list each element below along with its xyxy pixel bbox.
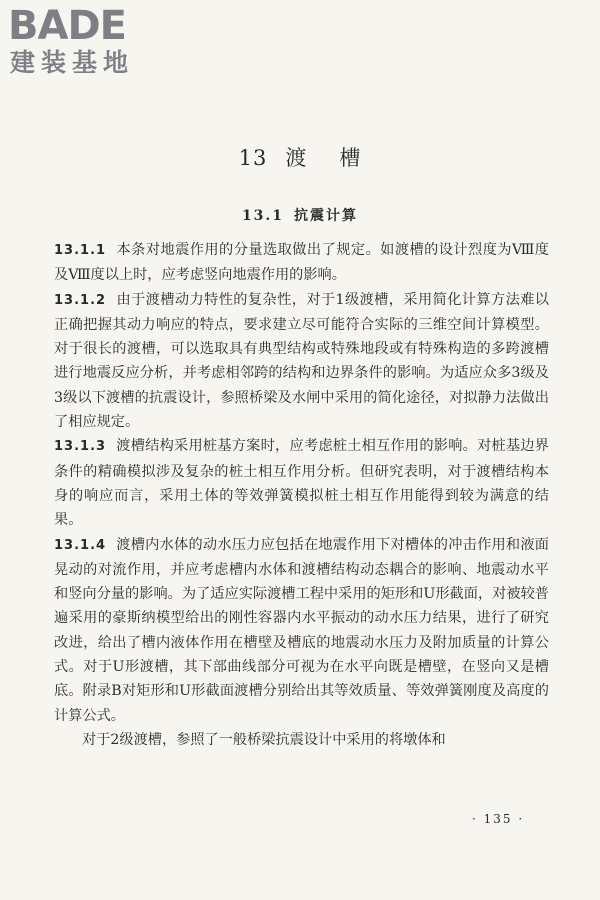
clause-number: 13.1.1 [54,243,107,258]
chapter-number: 13 [238,146,268,170]
publisher-logo [8,4,178,78]
clause-number: 13.1.3 [54,439,107,455]
clause-text: 由于渡槽动力特性的复杂性，对于1级渡槽，采用简化计算方法难以正确把握其动力响应的特点，要求建立尽可能符合实际的三维空间计算模型。对于很长的渡槽，可以选取具有典型结构或特殊地段或有特殊构造的多跨渡槽进行地震反应分析，并考虑相邻跨的结构和边界条件的影响。为适应众多3级及3级以下渡槽的抗震设计，参照桥梁及水闸中采用的简化途径，对拟静力法做出了相应规定。 [54,291,549,431]
page-number: · 135 · [472,812,525,826]
chapter-title-word-1: 渡 [285,146,308,170]
logo-wordmark: BADE [8,3,126,49]
clause-paragraph [54,288,549,435]
clause-paragraph [54,238,549,288]
clause-number: 13.1.2 [54,292,107,308]
body-text [54,238,549,752]
clause-number: 13.1.4 [54,537,107,553]
section-title: 抗震计算 [294,208,359,224]
chapter-title [0,142,600,172]
clause-paragraph [54,434,549,532]
continuation-paragraph: 对于2级渡槽，参照了一般桥梁抗震设计中采用的将墩体和 [82,731,446,748]
section-heading [0,205,600,225]
logo-subtitle: 建装基地 [10,48,135,77]
clause-text: 渡槽内水体的动水压力应包括在地震作用下对槽体的冲击作用和液面晃动的对流作用，并应考虑槽内水体和渡槽结构动态耦合的影响、地震动水平和竖向分量的影响。为了适应实际渡槽工程中采用的矩形和U形截面，对被较普遍采用的豪斯纳模型给出的刚性容器内水平振动的动水压力结果，进行了研究改进，给出了槽内液体作用在槽壁及槽底的地震动水压力及附加质量的计算公式。对于U形渡槽，其下部曲线部分可视为在水平向既是槽壁，在竖向又是槽底。附录B对矩形和U形截面渡槽分别给出其等效质量、等效弹簧刚度及高度的计算公式。 [54,536,549,724]
clause-paragraph [54,533,549,728]
clause-text: 本条对地震作用的分量选取做出了规定。如渡槽的设计烈度为Ⅷ度及Ⅷ度以上时，应考虑竖向地震作用的影响。 [54,242,549,284]
clause-text: 渡槽结构采用桩基方案时，应考虑桩土相互作用的影响。对桩基边界条件的精确模拟涉及复杂的桩土相互作用分析。但研究表明，对于渡槽结构本身的响应而言，采用土体的等效弹簧模拟桩土相互作用能得到较为满意的结果。 [54,438,549,529]
section-number: 13.1 [241,208,285,224]
chapter-title-word-2: 槽 [339,146,362,170]
